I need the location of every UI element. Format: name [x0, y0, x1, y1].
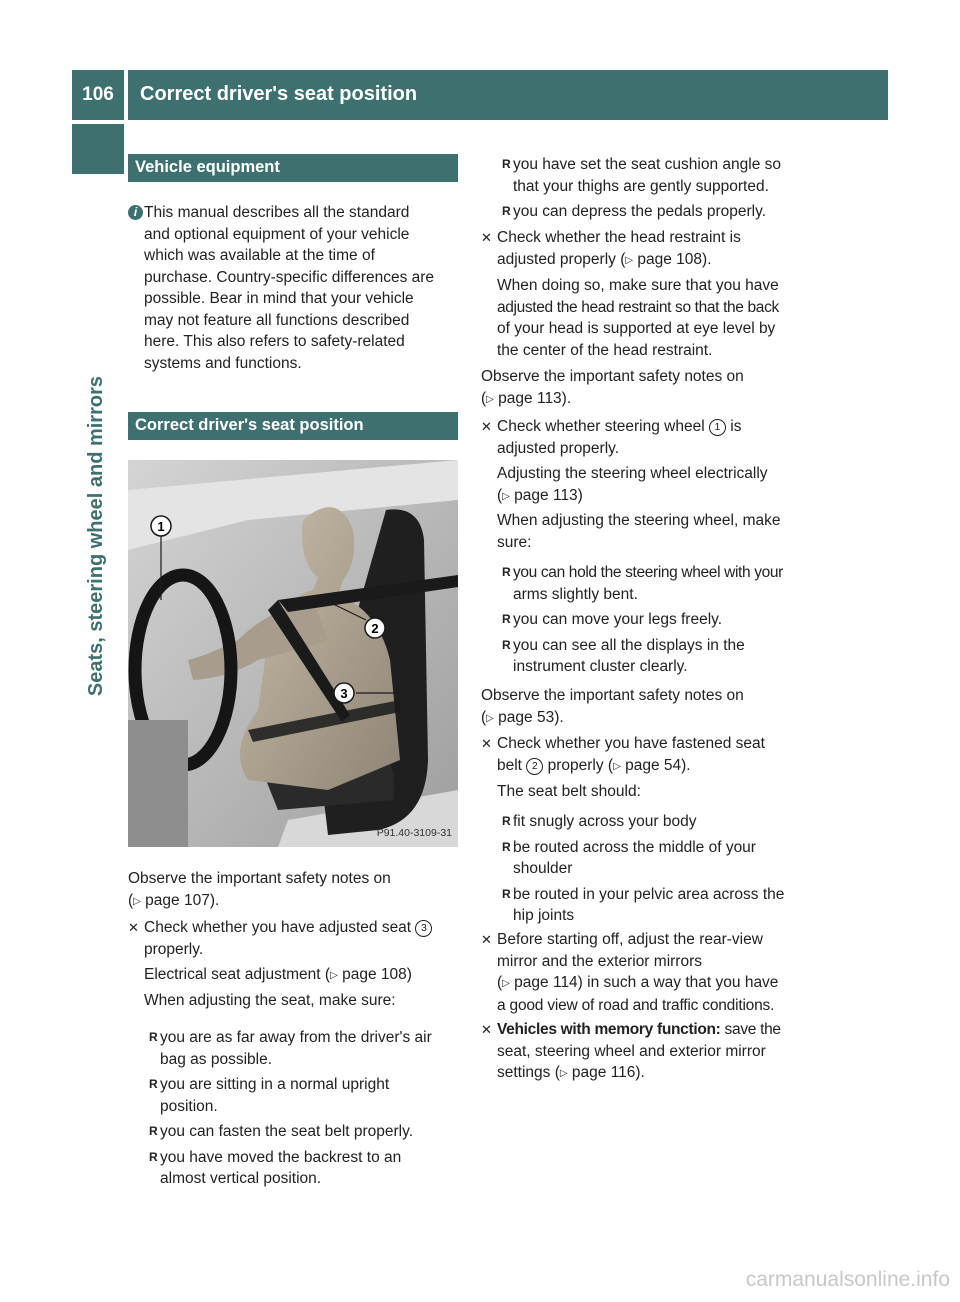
text-line: (▷ page 113)	[497, 486, 583, 504]
belt-bullets	[502, 811, 818, 927]
text-line: (▷ page 53).	[481, 708, 564, 726]
text-line: arms slightly bent.	[513, 585, 638, 603]
list-item	[502, 609, 818, 631]
text-line: Observe the important safety notes on	[481, 687, 744, 704]
text-line: may not feature all functions described	[144, 311, 410, 329]
seat-bullets	[149, 1027, 460, 1190]
driver-seat-figure	[128, 460, 458, 847]
list-item	[502, 811, 818, 833]
head-restraint-step	[481, 227, 819, 361]
list-item	[502, 562, 818, 605]
observe-note-1	[128, 868, 458, 912]
text-line: Observe the important safety notes on	[481, 368, 744, 385]
text-line: sure:	[497, 533, 532, 551]
text-line: you can fasten the seat belt properly.	[160, 1123, 414, 1140]
page-number: 106	[72, 70, 124, 120]
check-seat-step	[128, 917, 462, 1011]
step-icon: ✕	[481, 419, 492, 434]
text-line: Check whether the head restraint is	[497, 229, 741, 246]
text-line: you can see all the displays in the	[513, 636, 745, 654]
text-line: shoulder	[513, 860, 573, 877]
bullet-icon: R	[502, 839, 511, 854]
mirrors-step	[481, 929, 819, 1016]
text-line: The seat belt should:	[497, 783, 641, 800]
text-line: that your thighs are gently supported.	[513, 177, 769, 195]
text-line: When adjusting the steering wheel, make	[497, 512, 781, 529]
right-top-bullets	[502, 154, 818, 223]
chapter-label: Seats, steering wheel and mirrors	[85, 376, 107, 697]
text-line: mirror and the exterior mirrors	[497, 952, 702, 970]
figure-drawing	[128, 460, 458, 847]
bullet-icon: R	[502, 157, 511, 171]
memory-function-step	[481, 1019, 819, 1085]
text-line: you can depress the pedals properly.	[513, 203, 767, 220]
memory-bold-label: Vehicles with memory function:	[497, 1021, 721, 1038]
text-line: (▷ page 107).	[128, 891, 220, 909]
info-icon: i	[128, 205, 143, 220]
text-line: When doing so, make sure that you have	[497, 277, 779, 294]
page-ref-icon: ▷	[133, 895, 141, 907]
list-item	[502, 884, 818, 927]
text-line: be routed across the middle of your	[513, 838, 756, 856]
text-line: you can hold the steering wheel with your	[513, 564, 783, 581]
electrical-seat-ref: Electrical seat adjustment (▷ page 108)	[144, 966, 412, 983]
text-line: you are sitting in a normal upright	[160, 1076, 390, 1093]
callout-ref-1: 1	[709, 419, 726, 436]
text-line: which was available at the time of	[144, 247, 375, 264]
page-title: Correct driver's seat position	[128, 70, 888, 120]
steering-electric-ref	[497, 463, 819, 507]
steering-step	[481, 416, 819, 553]
text-line: adjusted properly.	[497, 439, 620, 457]
page-ref-icon: ▷	[486, 393, 494, 405]
text-line: adjusted the head restraint so that the back	[497, 298, 779, 316]
page-ref-icon: ▷	[486, 712, 494, 724]
callout-3	[334, 683, 354, 703]
page-ref-icon: ▷	[502, 490, 510, 502]
text-line: When adjusting the seat, make sure:	[144, 991, 396, 1009]
bullet-icon: R	[149, 1077, 158, 1091]
list-item	[149, 1074, 460, 1117]
text-line: Check whether you have adjusted seat 3	[144, 917, 462, 939]
text-line: you have set the seat cushion angle so	[513, 156, 781, 173]
bullet-icon: R	[502, 565, 511, 579]
svg-text:3: 3	[340, 686, 348, 701]
text-line: of your head is supported at eye level by	[497, 320, 776, 337]
text-line: properly.	[144, 940, 204, 958]
list-item	[502, 635, 818, 678]
callout-2	[365, 618, 385, 638]
callout-1	[151, 516, 171, 536]
text-line: here. This also refers to safety-related	[144, 333, 405, 350]
text-line: you can move your legs freely.	[513, 611, 723, 628]
text-line: the center of the head restraint.	[497, 341, 713, 359]
bullet-icon: R	[502, 612, 511, 626]
steering-when	[497, 510, 819, 553]
figure-code: P91.40-3109-31	[376, 826, 452, 839]
text-line: and optional equipment of your vehicle	[144, 225, 410, 243]
bullet-icon: R	[502, 204, 511, 218]
list-item	[149, 1027, 460, 1070]
list-item	[502, 201, 818, 223]
text-line: you have moved the backrest to an	[160, 1148, 402, 1166]
text-line: possible. Bear in mind that your vehicle	[144, 290, 414, 307]
text-line: bag as possible.	[160, 1050, 273, 1068]
page-ref-icon: ▷	[559, 1068, 568, 1079]
text-line: belt 2 properly (▷ page 54).	[497, 756, 691, 774]
text-line: purchase. Country-specific differences are	[144, 268, 435, 286]
observe-note-3	[481, 685, 811, 729]
observe-note-2	[481, 366, 811, 410]
text-line: you are as far away from the driver's air	[160, 1029, 432, 1046]
step-icon: ✕	[128, 920, 139, 935]
bullet-icon: R	[502, 637, 511, 652]
page-ref-icon: ▷	[502, 978, 510, 989]
callout-ref-2: 2	[526, 758, 543, 775]
page-ref-icon: ▷	[613, 760, 621, 772]
vehicle-equipment-text	[144, 202, 464, 374]
section-heading: Correct driver's seat position	[128, 412, 458, 440]
vehicle-equipment-heading: Vehicle equipment	[128, 154, 458, 182]
text-line: (▷ page 113).	[481, 389, 572, 407]
chapter-tab-square	[72, 124, 124, 174]
text-line: almost vertical position.	[160, 1170, 322, 1187]
page-ref-icon: ▷	[625, 254, 634, 266]
text-line: Vehicles with memory function: save the	[497, 1021, 781, 1038]
step-icon: ✕	[481, 230, 492, 245]
head-restraint-note	[497, 275, 819, 361]
bullet-icon: R	[149, 1149, 158, 1164]
text-line: fit snugly across your body	[513, 813, 697, 830]
watermark: carmanualsonline.info	[745, 1267, 950, 1291]
step-icon: ✕	[481, 1022, 492, 1037]
text-line: adjusted properly (▷ page 108).	[497, 250, 712, 268]
text-line: settings (▷ page 116).	[497, 1064, 645, 1081]
bullet-icon: R	[149, 1030, 158, 1044]
svg-text:2: 2	[371, 621, 379, 636]
list-item	[502, 837, 818, 880]
bullet-icon: R	[502, 886, 511, 901]
text-line: (▷ page 114) in such a way that you have	[497, 974, 779, 991]
text-line: Before starting off, adjust the rear-view	[497, 931, 763, 948]
callout-ref-3: 3	[415, 920, 432, 937]
text-line: This manual describes all the standard	[144, 204, 410, 221]
text-line: a good view of road and traffic conditions.	[497, 996, 775, 1014]
text-line: instrument cluster clearly.	[513, 658, 688, 675]
page-ref-icon: ▷	[330, 970, 338, 981]
list-item	[149, 1147, 460, 1190]
list-item	[502, 154, 818, 197]
seat-belt-step	[481, 733, 819, 803]
text-line: Observe the important safety notes on	[128, 870, 391, 887]
text-line: hip joints	[513, 907, 575, 924]
svg-text:1: 1	[157, 519, 165, 534]
text-line: Adjusting the steering wheel electrically	[497, 465, 768, 482]
step-icon: ✕	[481, 736, 492, 751]
text-line: position.	[160, 1097, 218, 1115]
text-line: Check whether steering wheel 1 is	[497, 418, 742, 435]
step-icon: ✕	[481, 932, 492, 947]
text-line: Check whether you have fastened seat	[497, 735, 765, 752]
bullet-icon: R	[149, 1124, 158, 1138]
list-item	[149, 1121, 460, 1143]
text-line: systems and functions.	[144, 354, 302, 372]
text-line: seat, steering wheel and exterior mirror	[497, 1042, 766, 1060]
bullet-icon: R	[502, 814, 511, 828]
steering-bullets	[502, 562, 818, 678]
text-line: be routed in your pelvic area across the	[513, 885, 785, 903]
